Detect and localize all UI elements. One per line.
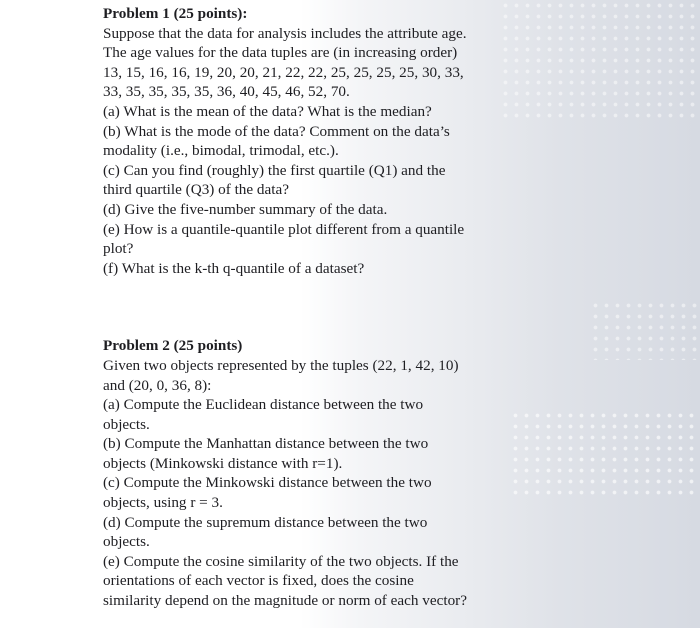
problem2-line: (c) Compute the Minkowski distance between the two <box>103 474 432 492</box>
problem1-line: (f) What is the k-th q-quantile of a dataset? <box>103 259 365 277</box>
problem2-line: objects. <box>103 533 150 551</box>
background-dot-pattern <box>500 0 700 120</box>
problem2-line: (d) Compute the supremum distance between the two <box>103 513 428 531</box>
problem-text-block <box>103 4 513 611</box>
problem1-line: (c) Can you find (roughly) the first quartile (Q1) and the <box>103 161 446 179</box>
problem1-title: Problem 1 (25 points): <box>103 5 248 22</box>
problem1-line: Suppose that the data for analysis includes the attribute age. <box>103 24 467 42</box>
problem1-line: plot? <box>103 240 134 258</box>
problem2-line: similarity depend on the magnitude or norm of each vector? <box>103 592 467 610</box>
problem2-line: (a) Compute the Euclidean distance between the two <box>103 396 424 414</box>
problem2-line: and (20, 0, 36, 8): <box>103 376 212 394</box>
problem2-line: (b) Compute the Manhattan distance between the two <box>103 435 429 453</box>
problem2-line: objects. <box>103 415 150 433</box>
problem1-line: 13, 15, 16, 16, 19, 20, 20, 21, 22, 22, 25, 25, 25, 25, 30, 33, <box>103 63 464 81</box>
problem1-line: modality (i.e., bimodal, trimodal, etc.). <box>103 142 339 160</box>
section-gap <box>103 278 513 336</box>
problem1-line: (e) How is a quantile-quantile plot different from a quantile <box>103 220 465 238</box>
problem2-line: (e) Compute the cosine similarity of the two objects. If the <box>103 552 459 570</box>
problem2-title: Problem 2 (25 points) <box>103 337 243 355</box>
problem1-line: The age values for the data tuples are (in increasing order) <box>103 44 458 62</box>
problem1-line: (b) What is the mode of the data? Comment on the data’s <box>103 122 450 140</box>
background-dot-pattern <box>510 410 700 500</box>
background-dot-pattern <box>590 300 700 360</box>
problem1-line: (d) Give the five-number summary of the data. <box>103 200 388 218</box>
problem1-line: (a) What is the mean of the data? What is the median? <box>103 102 432 120</box>
problem2-line: Given two objects represented by the tuples (22, 1, 42, 10) <box>103 356 459 374</box>
problem2-line: orientations of each vector is fixed, does the cosine <box>103 572 414 590</box>
problem1-line: third quartile (Q3) of the data? <box>103 181 289 199</box>
problem2-line: objects, using r = 3. <box>103 494 223 512</box>
problem2-line: objects (Minkowski distance with r=1). <box>103 454 343 472</box>
problem1-line: 33, 35, 35, 35, 35, 36, 40, 45, 46, 52, 70. <box>103 83 350 101</box>
